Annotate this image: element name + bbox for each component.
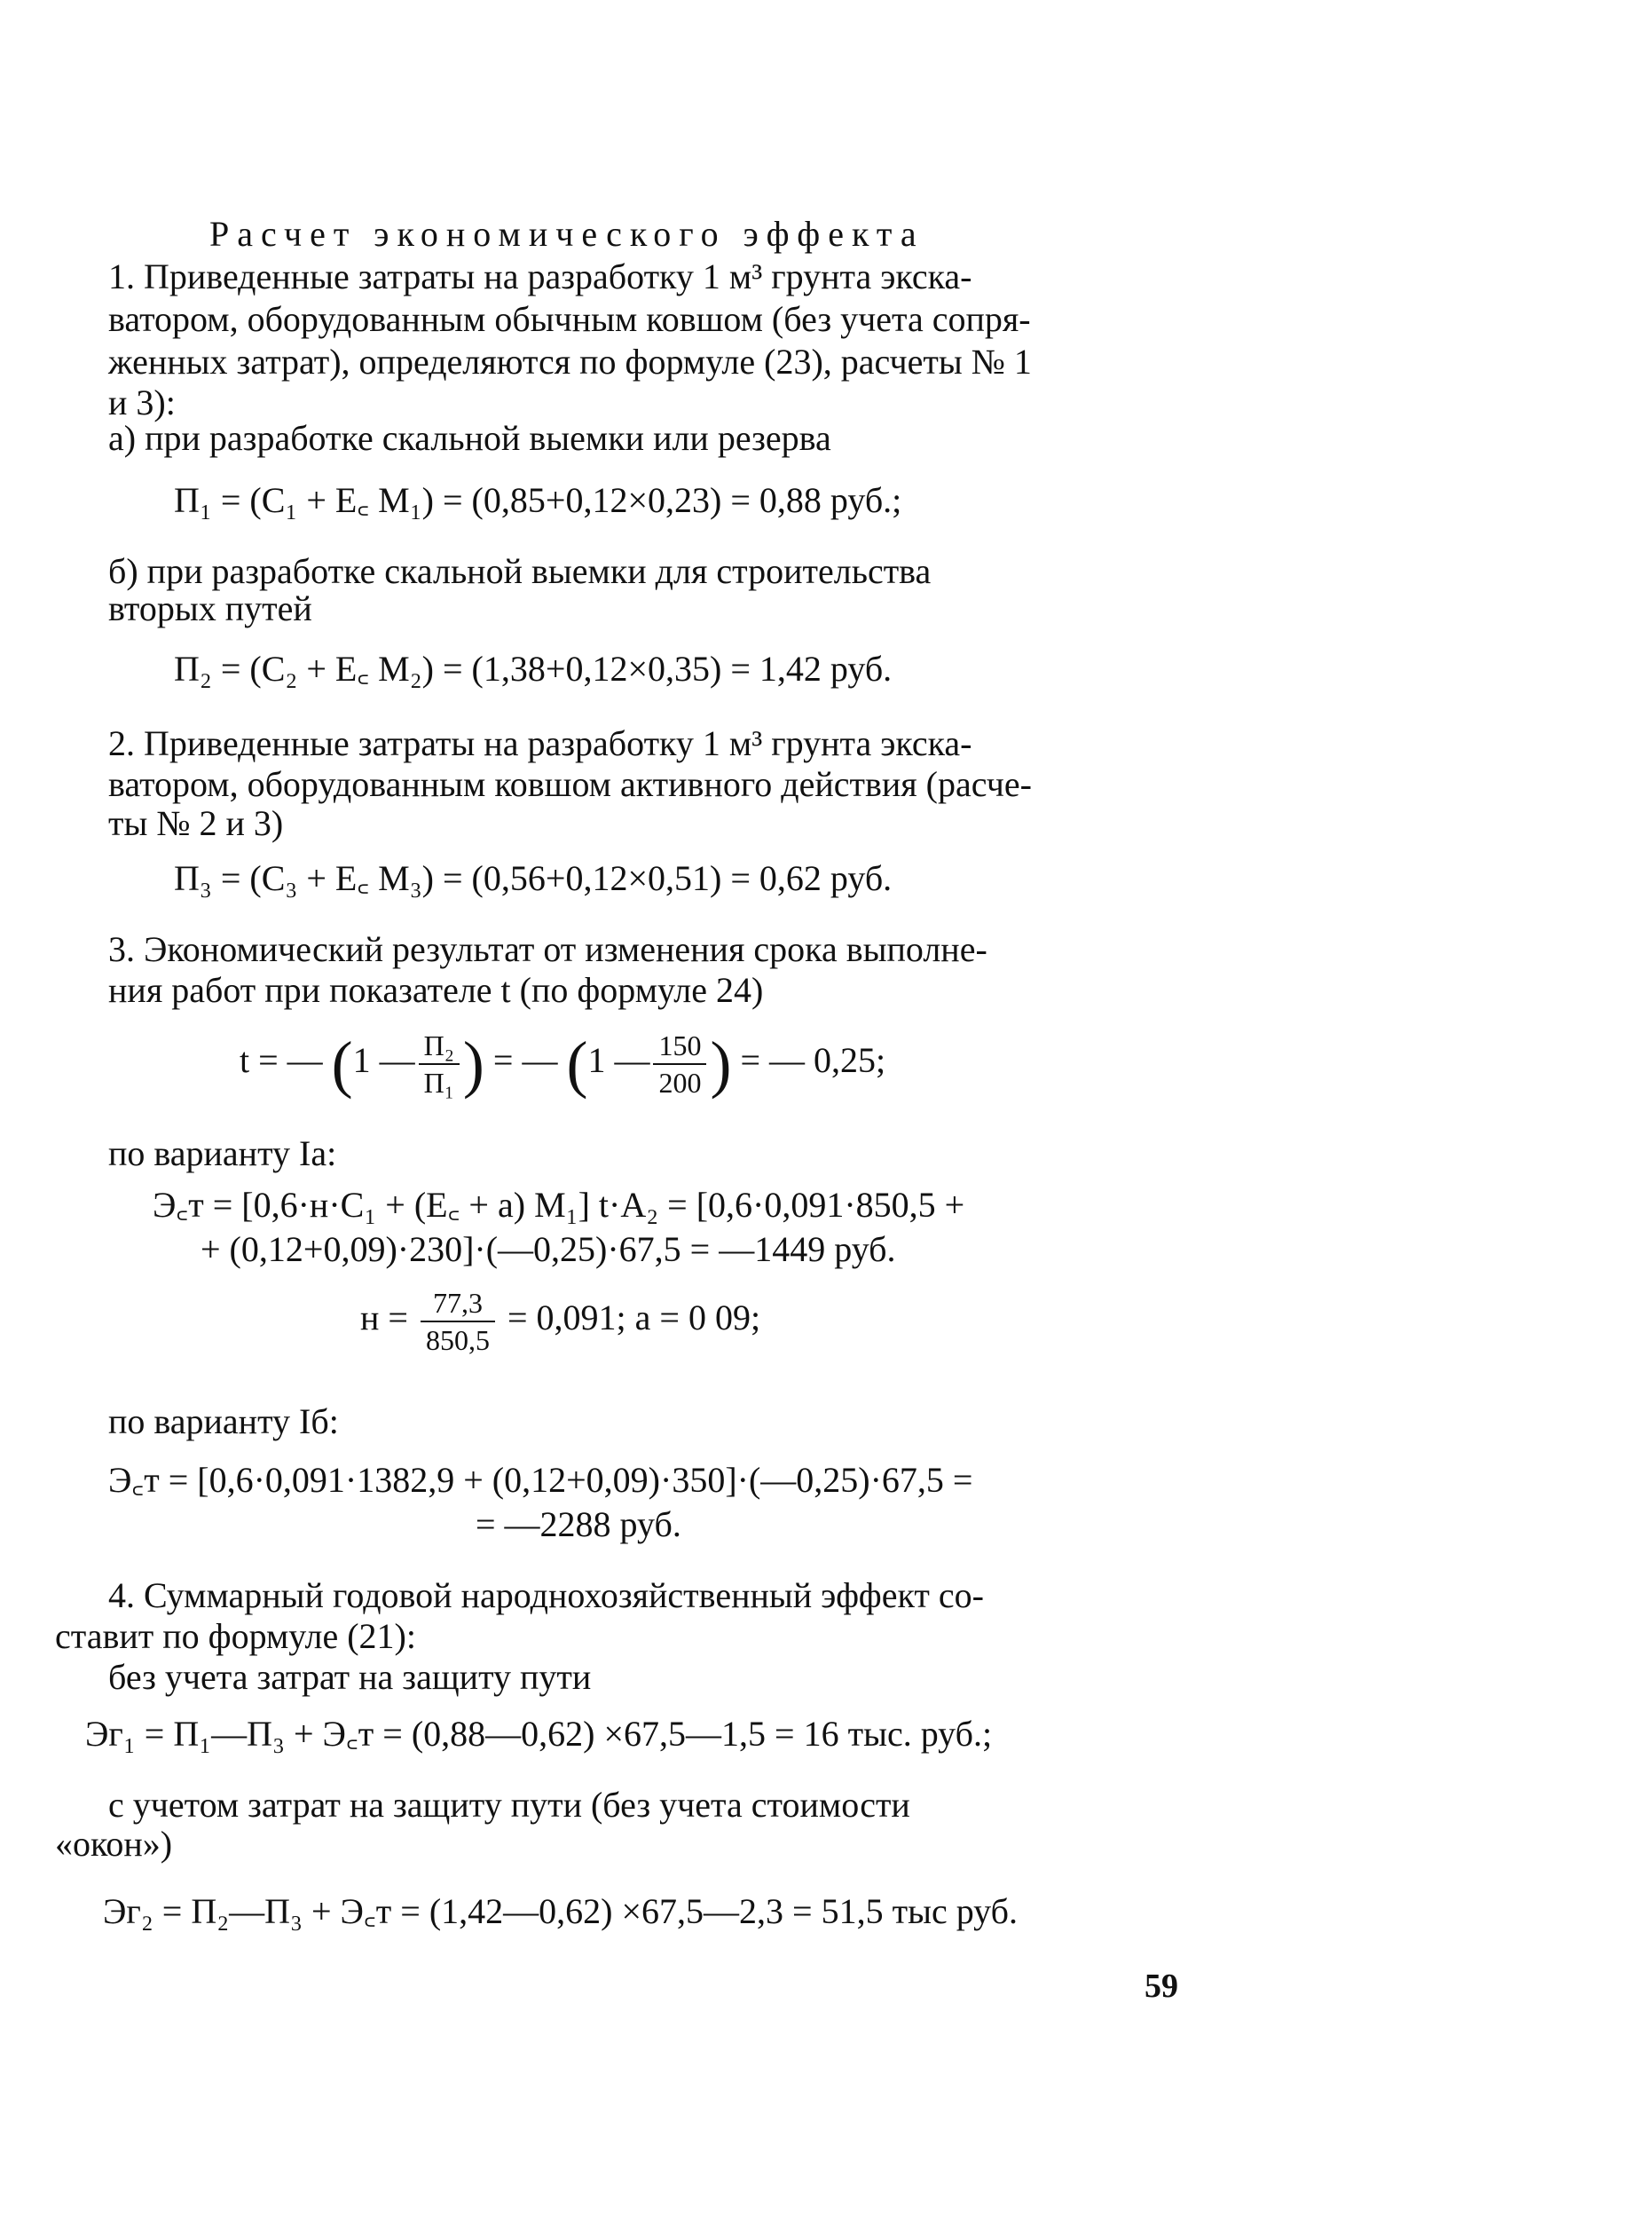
fraction-150-200 — [653, 1028, 706, 1100]
variant-1b-label: по варианту Iб: — [108, 1401, 339, 1441]
p4-line2: ставит по формуле (21): — [55, 1616, 416, 1656]
paren-open: ( — [566, 1028, 588, 1100]
formula-eg2: Эг₂ = П₂—П₃ + Э꜀т = (1,42—0,62) ×67,5—2,3 = 51,5 тыс руб. — [103, 1891, 1018, 1931]
t-lhs: t = — — [240, 1040, 323, 1080]
p2-line1: 2. Приведенные затраты на разработку 1 м³ грунта экска- — [108, 723, 972, 763]
p4-line4: с учетом затрат на защиту пути (без учета стоимости — [108, 1785, 910, 1825]
p4-line3: без учета затрат на защиту пути — [108, 1657, 592, 1697]
t-result: = — 0,25; — [740, 1040, 886, 1080]
page-number: 59 — [1145, 1968, 1178, 2005]
fraction-denominator: 200 — [658, 1066, 702, 1099]
formula-n — [360, 1278, 760, 1358]
paren-open: ( — [331, 1028, 353, 1100]
formula-p2: П₂ = (С₂ + Е꜀ М₂) = (1,38+0,12×0,35) = 1,42 руб. — [174, 649, 893, 689]
n-rhs: = 0,091; а = 0 09; — [507, 1297, 761, 1337]
p2-line2: ватором, оборудованным ковшом активного действия (расче- — [108, 764, 1032, 804]
p1-line3: женных затрат), определяются по формуле (23), расчеты № 1 — [108, 342, 1032, 382]
p1-item-b-line2: вторых путей — [108, 588, 312, 628]
p1-item-a: а) при разработке скальной выемки или резерва — [108, 418, 831, 458]
formula-e-1a-line2: + (0,12+0,09)·230]·(—0,25)·67,5 = —1449 руб. — [201, 1229, 896, 1269]
variant-1a-label: по варианту Iа: — [108, 1133, 337, 1173]
formula-e-1b-line1: Э꜀т = [0,6·0,091·1382,9 + (0,12+0,09)·350]·(—0,25)·67,5 = — [108, 1460, 973, 1500]
paren-close: ) — [710, 1028, 732, 1100]
p1-line1: 1. Приведенные затраты на разработку 1 м³ грунта экска- — [108, 256, 972, 296]
fraction-p2-p1 — [419, 1028, 460, 1100]
p2-line3: ты № 2 и 3) — [108, 803, 284, 843]
fraction-numerator: 150 — [653, 1028, 706, 1065]
t-one: 1 — — [352, 1040, 415, 1080]
formula-t — [240, 1021, 885, 1100]
t-mid: = — — [492, 1040, 558, 1080]
formula-p3: П₃ = (С₃ + Е꜀ М₃) = (0,56+0,12×0,51) = 0,62 руб. — [174, 858, 893, 898]
fraction-numerator: П₂ — [419, 1028, 460, 1065]
fraction-n — [421, 1285, 495, 1358]
p3-line1: 3. Экономический результат от изменения срока выполне- — [108, 929, 987, 969]
fraction-numerator: 77,3 — [421, 1285, 495, 1322]
section-heading: Расчет экономического эффекта — [209, 214, 924, 254]
n-lhs: н = — [360, 1297, 408, 1337]
t-one2: 1 — — [587, 1040, 650, 1080]
p3-line2: ния работ при показателе t (по формуле 24) — [108, 970, 764, 1010]
formula-p1: П₁ = (С₁ + Е꜀ М₁) = (0,85+0,12×0,23) = 0,88 руб.; — [174, 480, 902, 520]
fraction-denominator: П₁ — [423, 1066, 454, 1099]
p4-line1: 4. Суммарный годовой народнохозяйственный эффект со- — [108, 1575, 984, 1615]
p1-item-b-line1: б) при разработке скальной выемки для строительства — [108, 551, 932, 591]
formula-e-1a-line1: Э꜀т = [0,6·н·С₁ + (Е꜀ + а) М₁] t·А₂ = [0,6·0,091·850,5 + — [153, 1185, 965, 1225]
formula-eg1: Эг₁ = П₁—П₃ + Э꜀т = (0,88—0,62) ×67,5—1,5 = 16 тыс. руб.; — [85, 1714, 993, 1754]
p1-line4: и 3): — [108, 383, 176, 422]
formula-e-1b-line2: = —2288 руб. — [476, 1504, 681, 1544]
p1-line2: ватором, оборудованным обычным ковшом (без учета сопря- — [108, 299, 1031, 339]
paren-close: ) — [462, 1028, 484, 1100]
p4-line5: «окон») — [55, 1824, 173, 1864]
fraction-denominator: 850,5 — [425, 1323, 490, 1356]
